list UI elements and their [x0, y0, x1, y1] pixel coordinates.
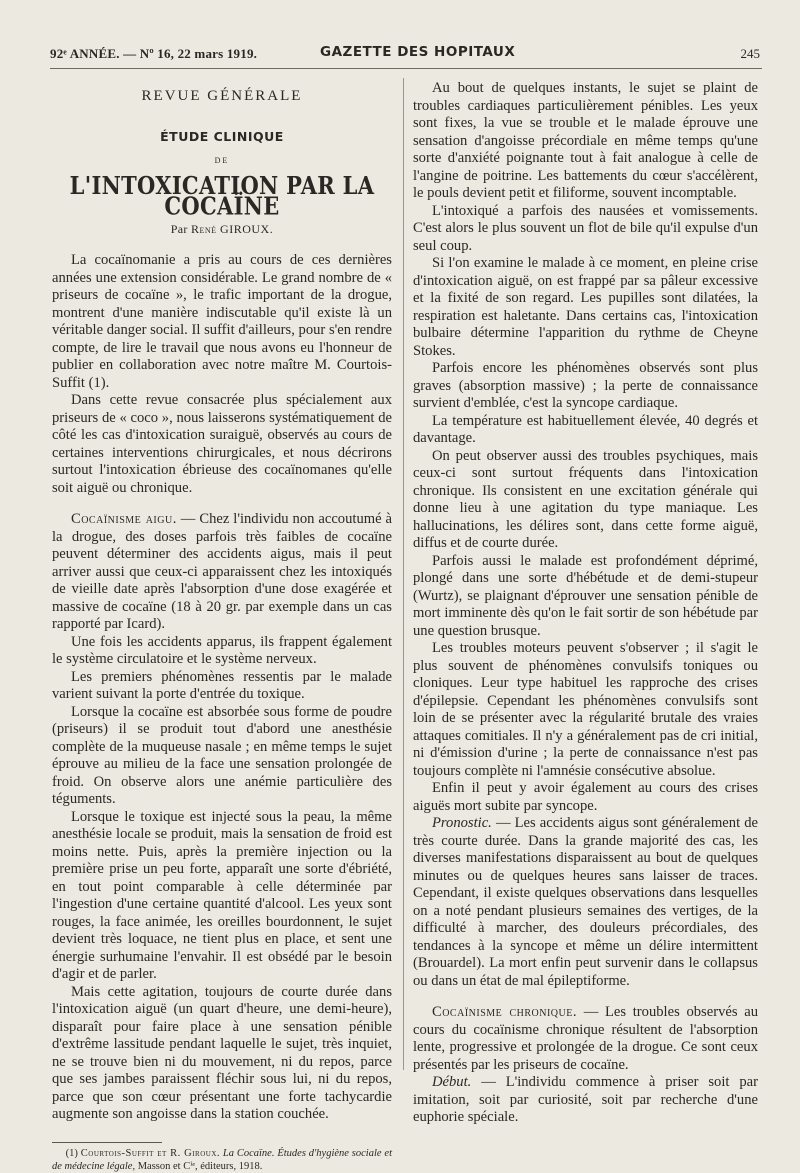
- section-text: — Chez l'individu non accoutumé à la drogue, des doses parfois très faibles de cocaïne peuvent déterminer des accidents aigus, mais il peut arriver aussi que ceux-ci apparaissent chez les intoxiqués de vieille date après l'absorption d'une dose exagérée et massive de cocaïne (18 à 20 gr. par exemple dans un cas rapporté par Icard).: [52, 511, 392, 632]
- page-number: 245: [740, 46, 760, 61]
- prognosis-text: — Les accidents aigus sont généralement de très courte durée. Dans la grande majorité des cas, les diverses manifestations disparaissent au bout de quelques minutes ou de quelques heures sans laisser de traces. Cependant, il existe quelques observations dans lesquelles on a noté pendant plusieurs semaines des vertiges, de la difficulté à marcher, des douleurs précordiales, des tendances à la syncope et même un délire intermittent (Brouardel). La mort enfin peut survenir dans le collapsus ou dans un état de mal épileptiforme.: [413, 815, 758, 989]
- issue-info: 92ᵉ ANNÉE. — Nº 16, 22 mars 1919.: [50, 46, 258, 61]
- debut-text: — L'individu commence à priser soit par imitation, soit par curiosité, soit par recherche d'une euphorie spéciale.: [413, 1074, 758, 1125]
- section-heading: Cocaïnisme aigu.: [70, 511, 177, 527]
- paragraph: Mais cette agitation, toujours de courte durée dans l'intoxication aiguë (un quart d'heure, une demi-heure), disparaît pour faire place à une sensation pénible d'extrême lassitude pendant laquelle le sujet, très inquiet, ne se trouve bien ni du mouvement, ni du repos, parce que ses jambes paraissent fléchir sous lui, ni du repos, parce que son cœur présentant une forte tachycardie augmente son angoisse dans la station couchée.: [52, 983, 392, 1122]
- prognosis-paragraph: [413, 815, 758, 990]
- prognosis-label: Pronostic.: [431, 815, 492, 831]
- title-connector: DE: [214, 156, 230, 165]
- paragraph: Les premiers phénomènes ressentis par le malade varient suivant la porte d'entrée du toxique.: [52, 668, 392, 702]
- author-name: René GIROUX.: [191, 221, 274, 236]
- footnote-rule: [52, 1142, 162, 1143]
- left-column: [52, 80, 392, 1173]
- paragraph: On peut observer aussi des troubles psychiques, mais ceux-ci sont surtout fréquents dans l'intoxication chronique. Ils consistent en une excitation générale qui donne lieu à une agitation du type maniaque. Les hallucinations, les délires sont, dans cette forme aiguë, diffus et de courte durée.: [413, 447, 758, 551]
- article-title: L'INTOXICATION PAR LA COCAÏNE: [69, 170, 375, 220]
- paragraph: Les troubles moteurs peuvent s'observer ; il s'agit le plus souvent de phénomènes convulsifs toniques ou cloniques. Leur type habituel les rapproche des crises d'épilepsie. Cependant les phénomènes convulsifs sont loin de se présenter avec la régularité brutale des vraies attaques comitiales. Il n'y a généralement pas de cri initial, ni d'émission d'urine ; la perte de connaissance n'est pas toujours complète ni l'amnésie consécutive absolue.: [413, 640, 758, 779]
- section-heading: Cocaïnisme chronique.: [431, 1004, 577, 1020]
- journal-title: GAZETTE DES HOPITAUX: [320, 44, 516, 60]
- article-kicker: ÉTUDE CLINIQUE: [160, 128, 284, 144]
- footnote-work: La Cocaïne. Études d'hygiène sociale et de médecine légale,: [52, 1147, 392, 1172]
- running-head: [50, 44, 760, 64]
- paragraph: Lorsque la cocaïne est absorbée sous forme de poudre (priseurs) il se produit tout d'abord une anesthésie complète de la muqueuse nasale ; en même temps le sujet éprouve au milieu de la face une sensation prolongée de froid. On observe alors une anémie particulière des téguments.: [52, 703, 392, 807]
- paragraph: Une fois les accidents apparus, ils frappent également le système circulatoire et le système nerveux.: [52, 633, 392, 667]
- section-text: — Les troubles observés au cours du cocaïnisme chronique résultent de l'absorption lente, progressive et prolongée de la drogue. Ce sont ceux présentés par les priseurs de cocaïne.: [413, 1004, 758, 1073]
- debut-label: Début.: [431, 1074, 472, 1090]
- paragraph: Parfois aussi le malade est profondément déprimé, plongé dans une sorte d'hébétude et de demi-stupeur (Wurtz), se plaignant d'éprouver une sensation pénible de mort imminente dès qu'on le fait sortir de son hébétude par une question brusque.: [413, 552, 758, 639]
- footnote-authors: Courtois-Suffit et R. Giroux.: [80, 1147, 221, 1159]
- paragraph: L'intoxiqué a parfois des nausées et vomissements. C'est alors le plus souvent un flot de bile qu'il expulse d'un seul coup.: [413, 202, 758, 254]
- paragraph: Enfin il peut y avoir également au cours des crises aiguës mort subite par syncope.: [413, 780, 758, 814]
- byline-prefix: Par: [170, 221, 188, 236]
- paragraph: Dans cette revue consacrée plus spécialement aux priseurs de « coco », nous laisserons systématiquement de côté les cas d'intoxication suraiguë, observés au cours de certaines interventions chirurgicales, et nous décrirons surtout l'intoxication ébrieuse des cocaïnomanes qu'elle soit aiguë ou chronique.: [52, 392, 392, 496]
- header-rule: [50, 68, 762, 69]
- paragraph: La température est habituellement élevée, 40 degrés et davantage.: [413, 412, 758, 446]
- paragraph: Parfois encore les phénomènes observés sont plus graves (absorption massive) ; la perte de connaissance survient d'emblée, c'est la syncope cardiaque.: [413, 360, 758, 411]
- right-column: [413, 80, 758, 1127]
- column-divider: [403, 78, 404, 1070]
- footnote: [52, 1147, 392, 1173]
- footnote-number: (1): [65, 1147, 78, 1159]
- footnote-publisher: Masson et Cⁱᵉ, éditeurs, 1918.: [137, 1160, 263, 1172]
- paragraph: Si l'on examine le malade à ce moment, en pleine crise d'intoxication aiguë, on est frappé par sa pâleur excessive et la fixité de son regard. Les pupilles sont dilatées, la respiration est haletante. Dans certains cas, l'intoxication bulbaire détermine l'apparition du rythme de Cheyne Stokes.: [413, 255, 758, 359]
- byline: [52, 221, 392, 239]
- paragraph: Lorsque le toxique est injecté sous la peau, la même anesthésie locale se produit, mais la sensation de froid est moins nette. Puis, après la première injection ou la première prise un peu forte, apparaît une sorte d'ébriété, en tout point comparable à celle déterminée par l'ingestion d'une certaine quantité d'alcool. Les yeux sont rouges, la face animée, les oreilles bourdonnent, le sujet devient très loquace, ne tient plus en place, et sent une énergie surhumaine l'envahir. Il est obsédé par le besoin d'agir et de parler.: [52, 808, 392, 982]
- debut-paragraph: [413, 1074, 758, 1127]
- section-paragraph: [52, 511, 392, 634]
- paragraph: La cocaïnomanie a pris au cours de ces dernières années une extension considérable. Le grand nombre de « priseurs de cocaïne », le trafic important de la drogue, montrent d'une manière indiscutable qu'il existe là un véritable danger social. Il suffit d'ailleurs, pour s'en rendre compte, de lire le travail que nous avons eu l'honneur de publier en collaboration avec notre maître M. Courtois-Suffit (1).: [52, 252, 392, 391]
- paragraph: Au bout de quelques instants, le sujet se plaint de troubles cardiaques particulièrement pénibles. Les yeux sont fixes, la vue se trouble et le malade éprouve une sensation d'angoisse précordiale en même temps qu'une sorte d'anxiété poignante tout à fait analogue à celle de l'angine de poitrine. Les battements du cœur s'accélèrent, le pouls devient petit et filiforme, souvent incomptable.: [413, 80, 758, 201]
- rubric: REVUE GÉNÉRALE: [141, 88, 303, 104]
- section-paragraph: [413, 1004, 758, 1074]
